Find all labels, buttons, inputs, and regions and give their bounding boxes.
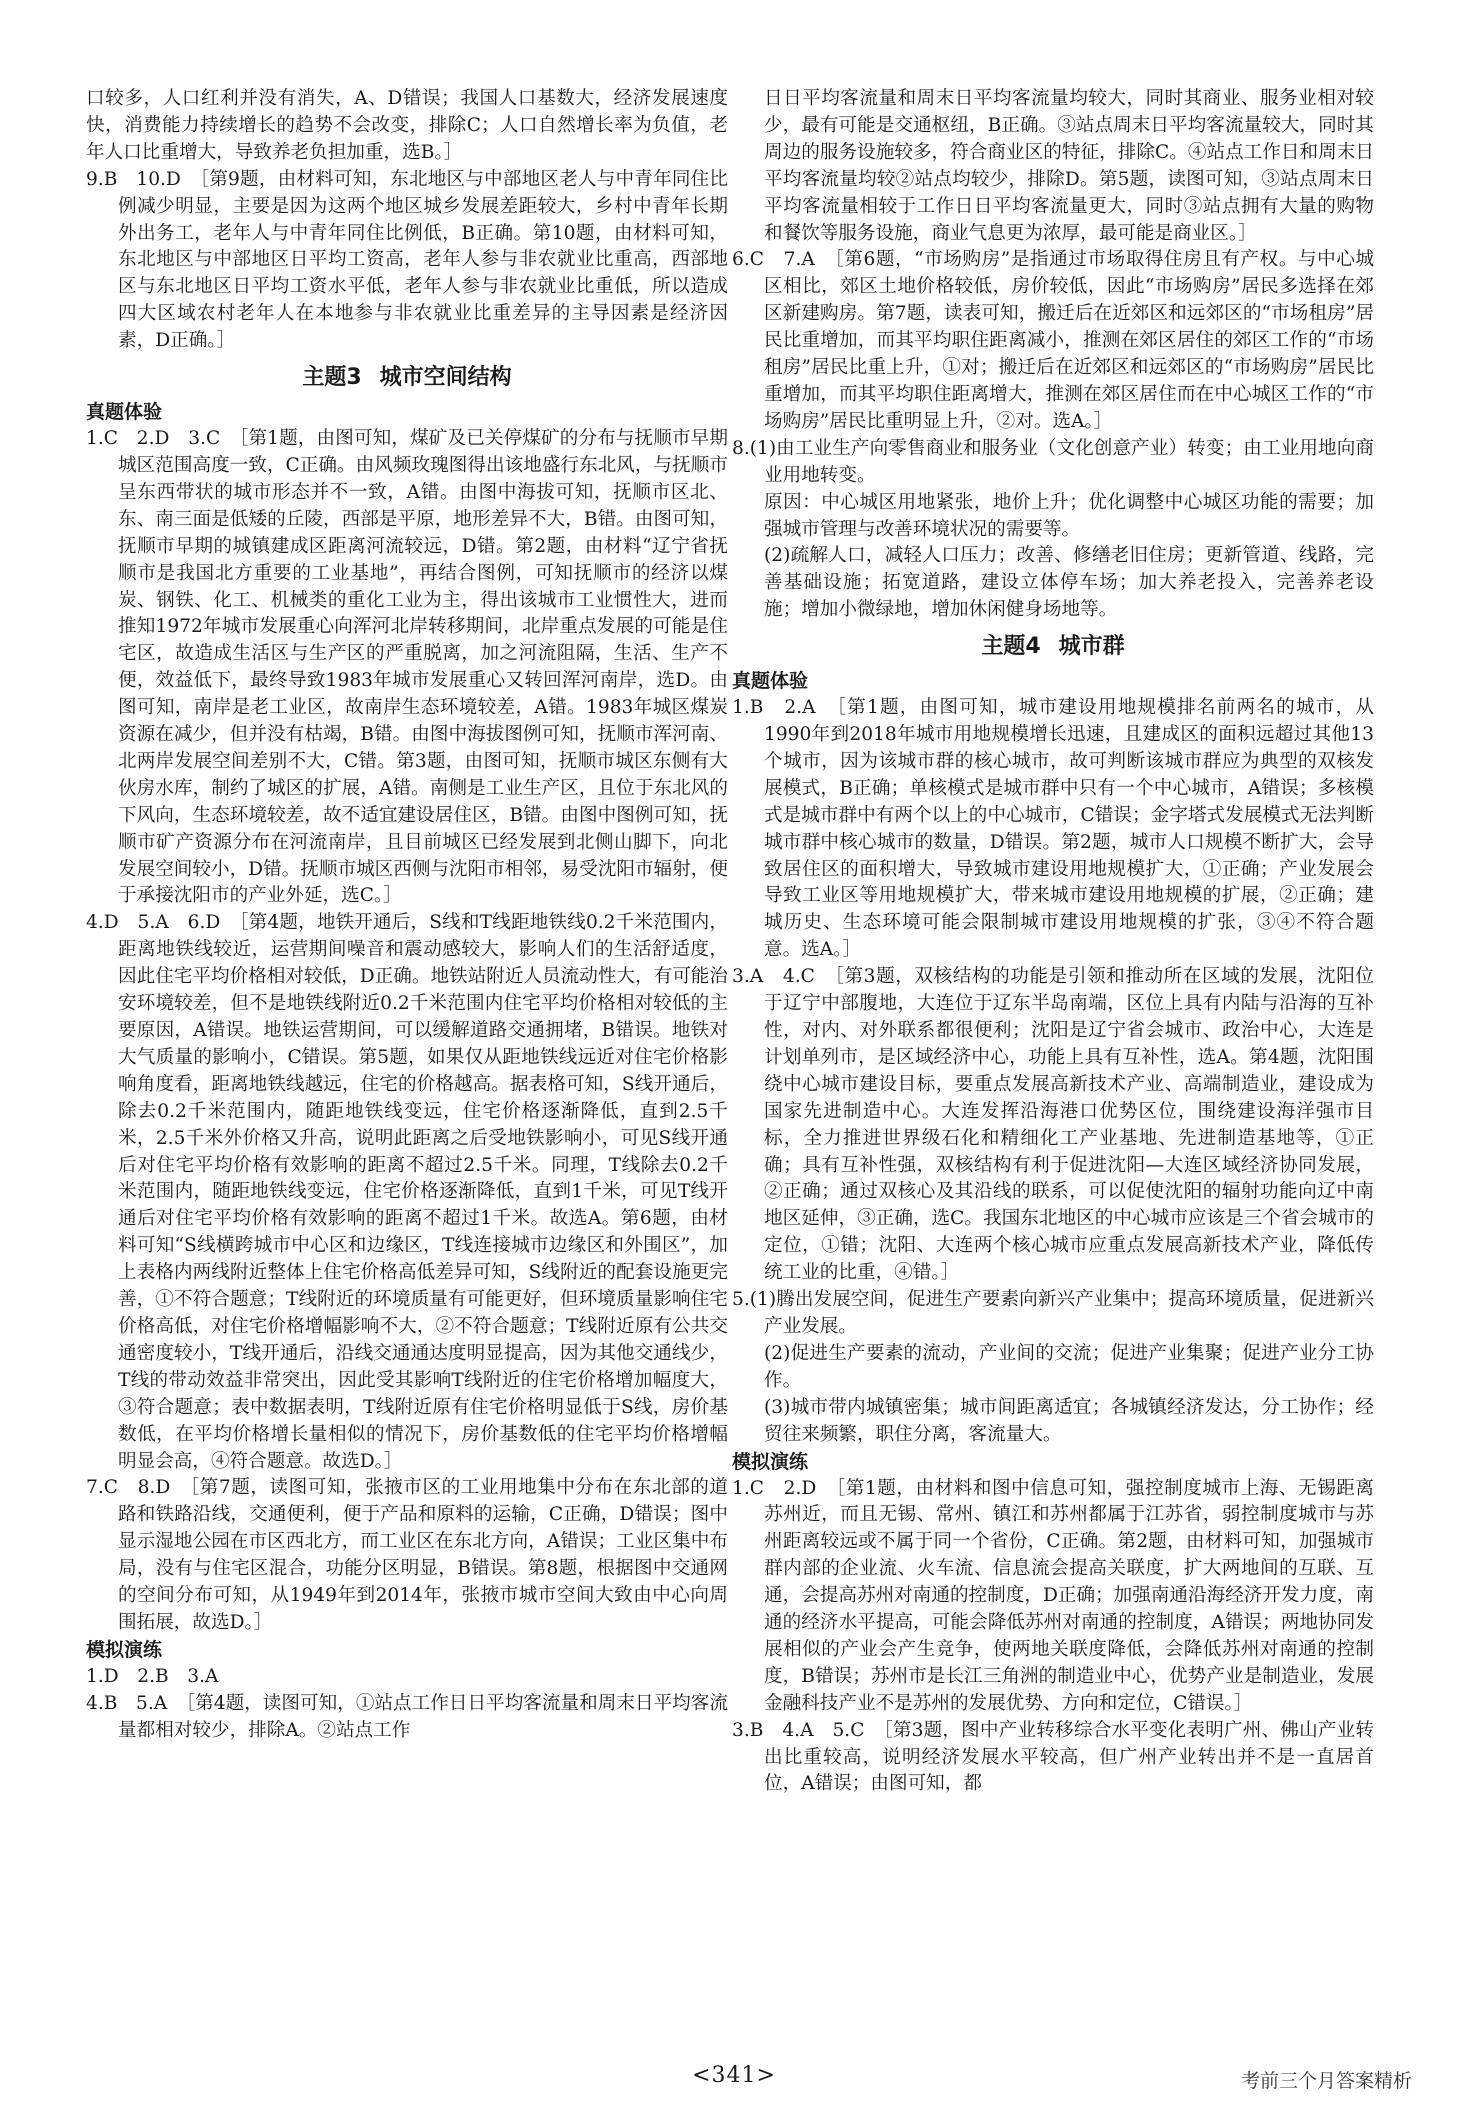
answer-7-8: 7.C 8.D ［第7题，读图可知，张掖市区的工业用地集中分布在东北部的道路和铁路沿线，交通便利，便于产品和原料的运输，C正确，D错误；图中显示湿地公园在市区西北方，而工业区在东北方向，A错误；工业区集中布局，没有与住宅区混合，功能分区明显，B错误。第8题，根据图中交通网的空间分布可知，从1949年到2014年，张掖市城市空间大致由中心向周围拓展，故选D。］ <box>86 1477 728 1633</box>
answer-9-10: 9.B 10.D ［第9题，由材料可知，东北地区与中部地区老人与中青年同住比例减少明显，主要是因为这两个地区城乡发展差距较大，乡村中青年长期外出务工，老年人与中青年同住比例低，B正确。第10题，由材料可知，东北地区与中部地区日平均工资高，老年人参与非农就业比重高，西部地区与东北地区日平均工资水平低，老年人参与非农就业比重低，所以造成四大区域农村老年人在本地参与非农就业比重差异的主导因素是经济因素，D正确。］ <box>86 168 728 352</box>
section-heading-zhenti: 真题体验 <box>732 670 809 693</box>
topic-4-heading <box>732 632 1374 662</box>
answer-5-part3: (3)城市带内城镇密集；城市间距离适宜；各城镇经济发达，分工协作；经贸往来频繁，职住分离，客流量大。 <box>764 1396 1374 1445</box>
topic-label: 主题3 <box>302 365 362 391</box>
answer-1-3: 1.C 2.D 3.C ［第1题，由图可知，煤矿及已关停煤矿的分布与抚顺市早期城区范围高度一致，C正确。由风频玫瑰图得出该地盛行东北风，与抚顺市呈东西带状的城市形态并不一致，A错。由图中海拔可知，抚顺市区北、东、南三面是低矮的丘陵，西部是平原，地形差异不大，B错。由图可知，抚顺市早期的城镇建成区距离河流较远，D错。第2题，由材料“辽宁省抚顺市是我国北方重要的工业基地”，再结合图例，可知抚顺市的经济以煤炭、钢铁、化工、机械类的重化工业为主，得出该城市工业惯性大，进而推知1972年城市发展重心向浑河北岸转移期间，北岸重点发展的可能是住宅区，故造成生活区与生产区的严重脱离，加之河流阻隔，生活、生产不便，效益低下，最终导致1983年城市发展重心又转回浑河南岸，选D。由图可知，南岸是老工业区，故南岸生态环境较差，A错。1983年城区煤炭资源在减少，但并没有枯竭，B错。由图中海拔图例可知，抚顺市浑河南、北两岸发展空间差别不大，C错。第3题，由图可知，抚顺市城区东侧有大伙房水库，制约了城区的扩展，A错。南侧是工业生产区，且位于东北风的下风向，生态环境较差，故不适宜建设居住区，B错。由图中图例可知，抚顺市矿产资源分布在河流南岸，且目前城区已经发展到北侧山脚下，向北发展空间较小，D错。抚顺市城区西侧与沈阳市相邻，易受沈阳市辐射，便于承接沈阳市的产业外延，选C。］ <box>86 428 728 907</box>
section-heading-zhenti: 真题体验 <box>86 401 163 424</box>
topic-4-zhenti-answers <box>732 695 1374 1448</box>
topic-4-moni-answers <box>732 1476 1374 1799</box>
answer-3-5: 3.B 4.A 5.C ［第3题，图中产业转移综合水平变化表明广州、佛山产业转出比重较高，说明经济发展水平较高，但广州产业转出并不是一直居首位，A错误；由图可知，都 <box>732 1719 1374 1795</box>
book-title: 考前三个月答案精析 <box>1240 2070 1412 2092</box>
left-intro <box>86 86 728 355</box>
answer-3-4: 3.A 4.C ［第3题，双核结构的功能是引领和推动所在区域的发展，沈阳位于辽宁中部腹地，大连位于辽东半岛南端，区位上具有内陆与沿海的互补性，对内、对外联系都很便利；沈阳是辽宁省会城市、政治中心，大连是计划单列市，是区域经济中心，功能上具有互补性，选A。第4题，沈阳围绕中心城市建设目标，要重点发展高新技术产业、高端制造业，建设成为国家先进制造中心。大连发挥沿海港口优势区位，围绕建设海洋强市目标，全力推进世界级石化和精细化工产业基地、先进制造基地等，①正确；具有互补性强，双核结构有利于促进沈阳—大连区域经济协同发展，②正确；通过双核心及其沿线的联系，可以促使沈阳的辐射功能向辽中南地区延伸，③正确，选C。我国东北地区的中心城市应该是三个省会城市的定位，①错；沈阳、大连两个核心城市应重点发展高新技术产业，降低传统工业的比重，④错。］ <box>732 966 1374 1284</box>
topic-3-zhenti-answers <box>86 426 728 1637</box>
answer-1-2: 1.B 2.A ［第1题，由图可知，城市建设用地规模排名前两名的城市，从1990年到2018年城市用地规模增长迅速，且建成区的面积远超过其他13个城市，因为该城市群的核心城市，故可判断该城市群应为典型的双核发展模式，B正确；单核模式是城市群中只有一个中心城市，A错误；多核模式是城市群中有两个以上的中心城市，C错误；金字塔式发展模式无法判断城市群中核心城市的数量，D错误。第2题，城市人口规模不断扩大，会导致居住区的面积增大，导致城市建设用地规模扩大，①正确；产业发展会导致工业区等用地规模扩大，带来城市建设用地规模的扩展，②正确；建城历史、生态环境可能会限制城市建设用地规模的扩张，③④不符合题意。选A。］ <box>732 697 1374 961</box>
right-column <box>732 86 1374 1798</box>
answer-8-part1: 8.(1)由工业生产向零售商业和服务业（文化创意产业）转变；由工业用地向商业用地转变。 <box>732 437 1374 486</box>
answer-8-part2: (2)疏解人口，减轻人口压力；改善、修缮老旧住房；更新管道、线路，完善基础设施；拓宽道路，建设立体停车场；加大养老投入，完善养老设施；增加小微绿地，增加休闲健身场地等。 <box>764 545 1374 621</box>
answer-5-part1: 5.(1)腾出发展空间，促进生产要素向新兴产业集中；提高环境质量，促进新兴产业发展。 <box>732 1289 1374 1337</box>
answer-4-6: 4.D 5.A 6.D ［第4题，地铁开通后，S线和T线距地铁线0.2千米范围内，距离地铁线较近，运营期间噪音和震动感较大，影响人们的生活舒适度，因此住宅平均价格相对较低，D正确。地铁站附近人员流动性大，有可能治安环境较差，但不是地铁线附近0.2千米范围内住宅平均价格相对较低的主要原因，A错误。地铁运营期间，可以缓解道路交通拥堵，B错误。地铁对大气质量的影响小，C错误。第5题，如果仅从距地铁线远近对住宅价格影响角度看，距离地铁线越远，住宅的价格越高。据表格可知，S线开通后，除去0.2千米范围内，随距地铁线变远，住宅价格逐渐降低，直到2.5千米，2.5千米外价格又升高，说明此距离之后受地铁影响小，可见S线开通后对住宅平均价格有效影响的距离不超过2.5千米。同理，T线除去0.2千米范围内，随距地铁线变远，住宅价格逐渐降低，直到1千米，可见T线开通后对住宅平均价格有效影响的距离不超过1千米。故选A。第6题，由材料可知“S线横跨城市中心区和边缘区，T线连接城市边缘区和外围区”，加上表格内两线附近整体上住宅价格高低差异可知，S线附近的配套设施更完善，①不符合题意；T线附近的环境质量有可能更好，但环境质量影响住宅价格高低，对住宅价格增幅影响不大，②不符合题意；T线附近原有公共交通密度较小，T线开通后，沿线交通通达度明显提高，因为其他交通线少，T线的带动效益非常突出，因此受其影响T线附近的住宅价格增加幅度大，③符合题意；表中数据表明，T线附近原有住宅价格明显低于S线，房价基数低，在平均价格增长量相似的情况下，房价基数低的住宅平均价格增幅明显会高，④符合题意。故选D。］ <box>86 912 728 1472</box>
paragraph: 口较多，人口红利并没有消失，A、D错误；我国人口基数大，经济发展速度快，消费能力持续增长的趋势不会改变，排除C；人口自然增长率为负值，老年人口比重增大，导致养老负担加重，选B。］ <box>86 88 728 163</box>
answer-6-7: 6.C 7.A ［第6题，“市场购房”是指通过市场取得住房且有产权。与中心城区相比，郊区土地价格较低，房价较低，因此“市场购房”居民多选择在郊区新建购房。第7题，读表可知，搬迁后在近郊区和远郊区的“市场租房”居民比重增加，而其平均职住距离减小，推测在郊区居住的郊区工作的“市场租房”居民比重上升，①对；搬迁后在近郊区和远郊区的“市场购房”居民比重增加，而其平均职住距离增大，推测在郊区居住而在中心城区工作的“市场购房”居民比重明显上升，②对。选A。］ <box>732 249 1374 432</box>
topic-title: 城市空间结构 <box>379 365 512 391</box>
answer-4-5: 4.B 5.A ［第4题，读图可知，①站点工作日日平均客流量和周末日平均客流量都相对较少，排除A。②站点工作 <box>86 1692 728 1741</box>
paragraph: 日日平均客流量和周末日平均客流量均较大，同时其商业、服务业相对较少，最有可能是交通枢纽，B正确。③站点周末日平均客流量较大，同时其周边的服务设施较多，符合商业区的特征，排除C。④站点工作日和周末日平均客流量均较②站点均较少，排除D。第5题，读图可知，③站点周末日平均客流量相较于工作日日平均客流量更大，同时③站点拥有大量的购物和餐饮等服务设施，商业气息更为浓厚，最可能是商业区。］ <box>764 88 1374 244</box>
topic-title: 城市群 <box>1058 634 1125 660</box>
section-heading-moni: 模拟演练 <box>86 1638 163 1661</box>
answer-8-reason: 原因：中心城区用地紧张，地价上升；优化调整中心城区功能的需要；加强城市管理与改善环境状况的需要等。 <box>764 491 1374 540</box>
page-number: <341> <box>692 2063 776 2088</box>
answer-1-2: 1.C 2.D ［第1题，由材料和图中信息可知，强控制度城市上海、无锡距离苏州近，而且无锡、常州、镇江和苏州都属于江苏省，弱控制度城市与苏州距离较远或不属于同一个省份，C正确。第2题，由材料可知，加强城市群内部的企业流、火车流、信息流会提高关联度，扩大两地间的互联、互通，会提高苏州对南通的控制度，D正确；加强南通沿海经济开发力度，南通的经济水平提高，可能会降低苏州对南通的控制度，A错误；两地协同发展相似的产业会产生竞争，使两地关联度降低，会降低苏州对南通的控制度，B错误；苏州市是长江三角洲的制造业中心，优势产业是制造业，发展金融科技产业不是苏州的发展优势、方向和定位，C错误。］ <box>732 1477 1374 1714</box>
topic-3-heading <box>86 363 728 393</box>
topic-3-moni-answers <box>86 1664 728 1745</box>
topic-label: 主题4 <box>981 634 1041 660</box>
section-heading-moni: 模拟演练 <box>732 1450 809 1473</box>
answer-1-3: 1.D 2.B 3.A <box>86 1665 219 1687</box>
left-column <box>86 86 728 1745</box>
right-intro <box>732 86 1374 624</box>
answer-5-part2: (2)促进生产要素的流动，产业间的交流；促进产业集聚；促进产业分工协作。 <box>764 1342 1374 1391</box>
